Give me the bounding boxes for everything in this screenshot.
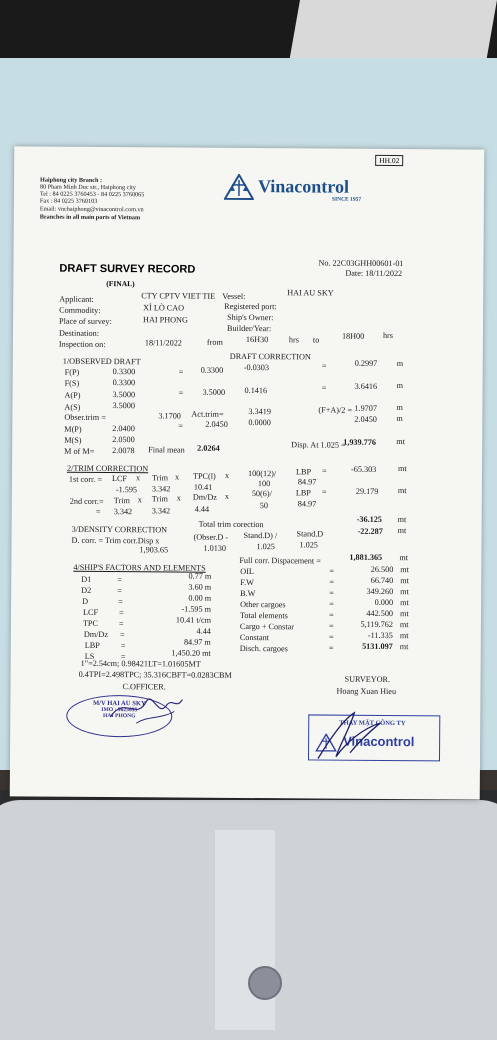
factor-label: D1 [81,575,91,585]
m-corr: 0.0000 [248,418,271,428]
factor-label: Dm/Dz [84,630,108,640]
fa2-unit: m [396,403,402,413]
element-unit: mt [400,576,409,586]
first-trim-label: Trim [152,473,168,483]
element-value: -11.335 [333,631,393,641]
a-corr-eq: = [322,384,327,394]
first-eq: = [322,467,327,477]
fp-value: 0.3300 [113,367,136,377]
factor-eq: = [119,608,124,618]
factor-value: 3.60 m [141,582,211,592]
factor-eq: = [118,597,123,607]
factor-eq: = [117,586,122,596]
density-heading: 3/DENSITY CORRECTION [72,525,168,535]
observed-heading: 1/OBSERVED DRAFT [63,357,141,367]
element-unit: mt [400,642,409,652]
element-value: 349.260 [333,587,393,597]
commodity-value: XỈ LÒ CAO [143,303,184,313]
factor-eq: = [121,641,126,651]
a-corr: 0.1416 [245,386,268,396]
factor-value: 4.44 [141,626,211,636]
logo-since: SINCE 1957 [332,197,361,203]
first-tpc-value: 10.41 [194,483,212,493]
branch-name: Haiphong city Branch : [40,177,102,185]
density-obser-value: 1.0130 [203,544,226,554]
factor-value: 10.41 t/cm [141,615,211,625]
second-dmdz-label: Dm/Dz [193,493,217,503]
act-trim-value: 3.3419 [248,407,271,417]
second-trim-value-2: 3.342 [152,506,170,516]
a-eq: = [179,389,184,399]
second-corr-label: 2nd corr.= [70,497,104,507]
inspection-label: Inspection on: [59,340,106,350]
hrs-label-2: hrs [383,331,393,341]
first-lbp-label: LBP [296,467,311,477]
ms-label: M(S) [64,436,81,446]
disp-label: Disp. At 1.025 = [291,440,346,450]
first-x-2: x [175,472,179,482]
element-label: Total elements [240,611,288,621]
element-label: Cargo + Constar [240,622,294,632]
density-obser-label: (Obser.D - [194,533,229,543]
element-label: Other cargoes [240,600,286,610]
shirt-button [248,966,282,1000]
element-eq: = [329,600,334,610]
factors-heading: 4/SHIP'S FACTORS AND ELEMENTS [73,563,205,573]
builder-label: Builder/Year: [227,324,271,334]
element-value: 26.500 [333,565,393,575]
company-stamp-top: THAY MẶT CÔNG TY [339,720,405,727]
f-mean: 0.3300 [201,366,224,376]
mofm-value: 2.0078 [112,446,135,456]
as-label: A(S) [64,403,80,413]
element-unit: mt [400,609,409,619]
fs-value: 0.3300 [113,378,136,388]
vessel-label: Vessel: [222,292,245,302]
element-value: 442.500 [333,609,393,619]
element-eq: = [329,611,334,621]
factor-eq: = [119,619,124,629]
element-value: 5,119.762 [333,620,393,630]
surveyor-name: Hoang Xuan Hieu [336,687,396,697]
factor-label: LCF [83,608,98,618]
vessel-value: HAI AU SKY [287,288,333,298]
element-label: OIL [240,567,254,577]
m-eq: = [178,422,183,432]
factor-eq: = [117,575,122,585]
f-corr: -0.0303 [244,363,269,373]
element-unit: mt [400,587,409,597]
vessel-stamp-line-1: M/V HAI AU SKY [67,700,171,708]
disp-value: 1,939.776 [343,438,376,448]
element-eq: = [329,589,334,599]
second-x-1: x [138,495,142,505]
element-label: F.W [240,578,254,588]
element-value: 66.740 [333,576,393,586]
density-stand-label: Stand.D) / [244,531,278,541]
to-time: 18H00 [342,332,364,342]
logo-name: Vinacontrol [258,176,349,198]
fa2-value: 1.9707 [354,404,377,414]
mofm-label: M of M= [64,447,94,457]
a-corrected: 3.6416 [355,382,378,392]
surveyor-signature [310,708,400,765]
first-x-3: x [225,471,229,481]
place-label: Place of survey: [59,317,112,327]
density-disp-value: 1,903.65 [139,545,168,555]
second-trim-value-1: 3.342 [114,507,132,517]
element-label: B.W [240,589,255,599]
to-label: to [313,335,319,345]
factor-label: TPC [83,619,98,629]
f-corrected: 0.2997 [355,359,378,369]
a-unit: m [397,381,403,391]
hrs-label-1: hrs [289,335,299,345]
second-dmdz-value: 4.44 [195,505,209,515]
m-unit: m [396,414,402,424]
second-trim-label-2: Trim [152,494,168,504]
second-eq: = [322,488,327,498]
final-mean-value: 2.0264 [197,444,220,454]
place-value: HAI PHONG [143,315,188,325]
note-line-2: 0.4TPI=2.498TPC; 35.316CBFT=0.0283CBM [79,670,232,681]
first-corr-label: 1st corr. = [69,475,102,485]
factor-eq: = [120,630,125,640]
inspection-date: 18/11/2022 [145,338,182,348]
element-eq: = [329,578,334,588]
total-trim-value: -36.125 [357,515,382,525]
factor-label: D2 [81,586,91,596]
element-label: Constant [240,633,269,643]
first-lbp-value: 84.97 [298,477,316,487]
draft-survey-document [10,146,485,799]
ap-value: 3.5000 [113,390,136,400]
destination-label: Destination: [59,329,99,339]
fa2-label: (F+A)/2 = [318,405,352,415]
owner-label: Ship's Owner: [227,313,273,323]
density-stand-value: 1.025 [256,542,274,552]
total-trim-unit: mt [398,515,407,525]
density-standd-label: Stand.D [297,529,324,539]
fs-label: F(S) [65,379,80,389]
branch-network: Branches in all main ports of Vietnam [40,214,140,222]
density-unit: mt [398,526,407,536]
correction-heading: DRAFT CORRECTION [230,352,311,362]
record-title: DRAFT SURVEY RECORD [59,263,195,276]
ap-label: A(P) [65,391,81,401]
branch-email: Email: vnchaiphong@vinacontrol.com.vn [40,206,144,214]
element-value: 5131.097 [333,642,393,652]
total-trim-label: Total trim corection [199,520,264,530]
branch-tel: Tel : 84 0225 3760453 - 84 0225 3760065 [40,191,144,199]
factor-value: -1.595 m [141,604,211,614]
ms-value: 2.0500 [112,435,135,445]
first-lcf-label: LCF [112,474,127,484]
registered-port-label: Registered port: [224,302,277,312]
form-code-box: HH.02 [375,155,403,166]
officer-signature [106,687,186,728]
first-100-value: 100 [258,479,270,489]
factor-value: 0.00 m [141,593,211,603]
second-x-2: x [177,494,181,504]
second-eq-2: = [96,507,101,517]
full-corr-label: Full corr. Dispacement = [239,556,321,566]
applicant-value: CTY CPTV VIET TIE [141,291,215,301]
first-lcf-value: -1.595 [116,485,137,495]
disp-unit: mt [396,437,405,447]
full-corr-unit: mt [399,553,408,563]
second-value: 29.179 [356,487,379,497]
element-value: 0.000 [333,598,393,608]
element-eq: = [329,622,334,632]
obser-trim-label: Obser.trim = [64,413,106,423]
second-50-value: 50 [260,501,268,511]
surveyor-label: SURVEYOR. [345,675,391,685]
factor-label: D [82,597,88,607]
final-mean-label: Final mean [148,445,185,455]
trim-heading: 2/TRIM CORRECTION [67,464,148,474]
second-50-label: 50(6)/ [252,489,272,499]
act-trim-label: Act.trim= [191,410,223,420]
second-x-3: x [225,492,229,502]
branch-fax: Fax : 84 0225 3760103 [40,198,97,206]
factor-value: 1,450.20 mt [141,648,211,658]
element-eq: = [329,633,334,643]
first-x-1: x [136,473,140,483]
obser-trim-value: 3.1700 [158,411,181,421]
element-unit: mt [400,620,409,630]
officer-label: C.OFFICER. [122,682,165,692]
a-mean: 3.5000 [203,388,226,398]
element-unit: mt [400,598,409,608]
first-100-label: 100(12)/ [248,469,276,479]
fp-label: F(P) [65,368,80,378]
element-label: Disch. cargoes [240,644,288,654]
record-subtitle: (FINAL) [106,279,134,288]
vessel-stamp-line-2: IMO : 9625695 [67,707,171,714]
record-number: No. 22C03GHH00601-01 [318,258,403,268]
commodity-label: Commodity: [59,306,100,316]
branch-address: 80 Pham Minh Duc str., Haiphong city [40,184,136,192]
note-line-1: 1"=2.54cm; 0.98421LT=1.01605MT [81,659,201,669]
factor-eq: = [121,652,126,662]
m-corrected: 2.0450 [354,415,377,425]
from-time: 16H30 [246,335,268,345]
element-unit: mt [400,565,409,575]
element-eq: = [329,567,334,577]
first-trim-value: 3.342 [152,484,170,494]
m-mean: 2.0450 [205,420,228,430]
factor-value: 0.77 m [141,571,211,581]
factor-value: 84.97 m [141,637,211,647]
density-value: -22.287 [358,527,383,537]
f-corr-eq: = [322,362,327,372]
density-standd-value: 1.025 [299,540,317,550]
mp-label: M(P) [64,425,81,435]
second-lbp-label: LBP [296,488,311,498]
element-eq: = [329,644,334,654]
second-unit: mt [398,486,407,496]
element-unit: mt [400,631,409,641]
second-trim-label-1: Trim [114,496,130,506]
scales-icon [224,174,254,200]
mp-value: 2.0400 [112,424,135,434]
factor-label: LS [85,652,95,662]
density-formula: D. corr. = Trim corr.Disp x [71,536,159,546]
f-unit: m [397,359,403,369]
f-eq: = [179,368,184,378]
factor-label: LBP [85,641,100,651]
first-value: -65.303 [351,465,376,475]
record-date: Date: 18/11/2022 [345,269,402,279]
full-corr-value: 1,881.365 [349,553,382,563]
first-tpc-label: TPC(l) [193,472,216,482]
background-shirt-pocket [215,830,275,1030]
from-label: from [207,338,223,348]
applicant-label: Applicant: [59,295,94,305]
vessel-stamp-line-3: HAI PHONG [67,713,171,720]
as-value: 3.5000 [112,401,135,411]
second-lbp-value: 84.97 [298,499,316,509]
company-stamp-brand: Vinacontrol [343,734,414,749]
first-unit: mt [398,464,407,474]
